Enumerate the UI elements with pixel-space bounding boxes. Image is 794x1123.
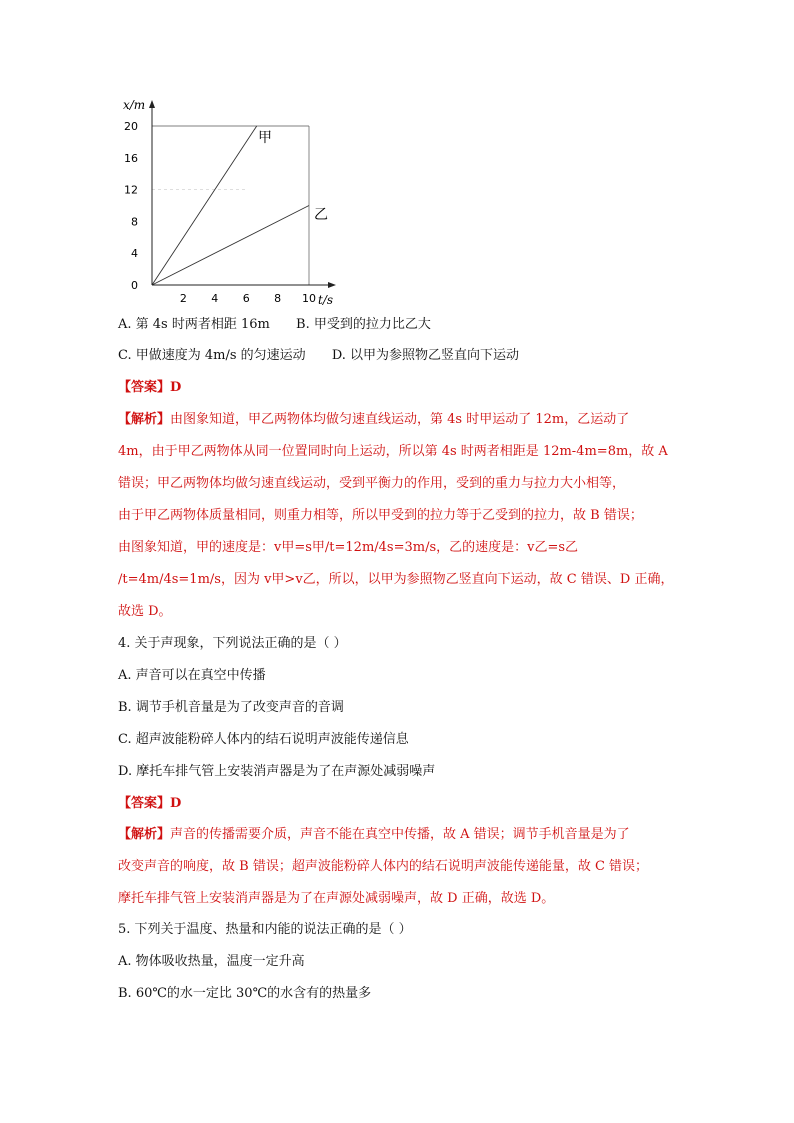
series-line-yi <box>152 206 309 286</box>
q5-option-b: B. 60℃的水一定比 30℃的水含有的热量多 <box>118 986 372 1001</box>
q4-answer: 【答案】D <box>118 796 182 811</box>
chart-tick-labels <box>124 120 316 305</box>
q4-option-c: C. 超声波能粉碎人体内的结石说明声波能传递信息 <box>118 732 409 747</box>
q4-option-b: B. 调节手机音量是为了改变声音的音调 <box>118 700 344 715</box>
series-label-yi: 乙 <box>314 207 328 223</box>
y-tick-label: 12 <box>124 183 138 197</box>
q3-option-b: B. 甲受到的拉力比乙大 <box>296 317 431 332</box>
y-axis-arrow <box>149 100 155 108</box>
x-t-graph <box>118 92 348 310</box>
x-tick-label: 10 <box>302 292 316 305</box>
q4-analysis-line-3: 摩托车排气管上安装消声器是为了在声源处减弱噪声，故 D 正确，故选 D。 <box>118 891 555 906</box>
q3-analysis-line-5: 由图象知道，甲的速度是：v甲=s甲/t=12m/4s=3m/s，乙的速度是：v乙=s乙 <box>118 540 579 555</box>
q3-answer: 【答案】D <box>118 380 182 395</box>
x-tick-label: 2 <box>179 292 187 305</box>
q3-analysis-line-1: 【解析】由图象知道，甲乙两物体均做匀速直线运动，第 4s 时甲运动了 12m，乙运动了 <box>118 412 630 427</box>
q3-option-a: A. 第 4s 时两者相距 16m <box>118 317 270 332</box>
q3-analysis-line-4: 由于甲乙两物体质量相同，则重力相等，所以甲受到的拉力等于乙受到的拉力，故 B 错误； <box>118 508 643 523</box>
y-tick-label: 0 <box>131 279 138 292</box>
x-axis-label: t/s <box>318 293 334 307</box>
q3-analysis-line-3: 错误；甲乙两物体均做匀速直线运动，受到平衡力的作用，受到的重力与拉力大小相等， <box>118 476 626 491</box>
q3-option-c: C. 甲做速度为 4m/s 的匀速运动 <box>118 348 306 363</box>
q3-analysis-line-7: 故选 D。 <box>118 604 172 619</box>
series-label-jia: 甲 <box>258 130 272 146</box>
y-tick-label: 16 <box>124 151 138 165</box>
chart-lines <box>152 126 309 285</box>
q5-stem: 5. 下列关于温度、热量和内能的说法正确的是（ ） <box>118 922 412 937</box>
q3-analysis-label: 【解析】 <box>118 412 171 427</box>
q4-analysis-line-1: 【解析】声音的传播需要介质，声音不能在真空中传播，故 A 错误；调节手机音量是为了 <box>118 827 630 842</box>
q3-option-d: D. 以甲为参照物乙竖直向下运动 <box>331 348 520 363</box>
x-tick-label: 8 <box>274 292 282 305</box>
q4-stem: 4. 关于声现象，下列说法正确的是（ ） <box>118 636 347 651</box>
series-line-jia <box>152 126 257 285</box>
q3-analysis-line-2: 4m，由于甲乙两物体从同一位置同时向上运动，所以第 4s 时两者相距是 12m-4m=8m，故 A <box>118 444 668 459</box>
q4-option-d: D. 摩托车排气管上安装消声器是为了在声源处减弱噪声 <box>118 764 436 779</box>
chart-grid <box>152 126 309 285</box>
q3-options-row-2 <box>118 347 519 365</box>
x-tick-label: 6 <box>242 292 250 305</box>
y-tick-label: 20 <box>124 120 138 133</box>
x-tick-label: 4 <box>211 292 219 305</box>
q3-options-row-1 <box>118 316 431 334</box>
y-axis-label: x/m <box>123 98 146 112</box>
q4-analysis-label: 【解析】 <box>118 827 171 842</box>
q4-option-a: A. 声音可以在真空中传播 <box>118 668 266 683</box>
q3-analysis-line-6: /t=4m/4s=1m/s，因为 v甲>v乙，所以，以甲为参照物乙竖直向下运动，故 C 错误、D 正确， <box>118 572 674 587</box>
q5-option-a: A. 物体吸收热量，温度一定升高 <box>118 954 305 969</box>
q4-analysis-line-2: 改变声音的响度，故 B 错误；超声波能粉碎人体内的结石说明声波能传递能量，故 C 错误； <box>118 859 649 874</box>
y-tick-label: 8 <box>131 215 138 229</box>
x-axis-arrow <box>328 282 336 288</box>
y-tick-label: 4 <box>131 247 138 261</box>
